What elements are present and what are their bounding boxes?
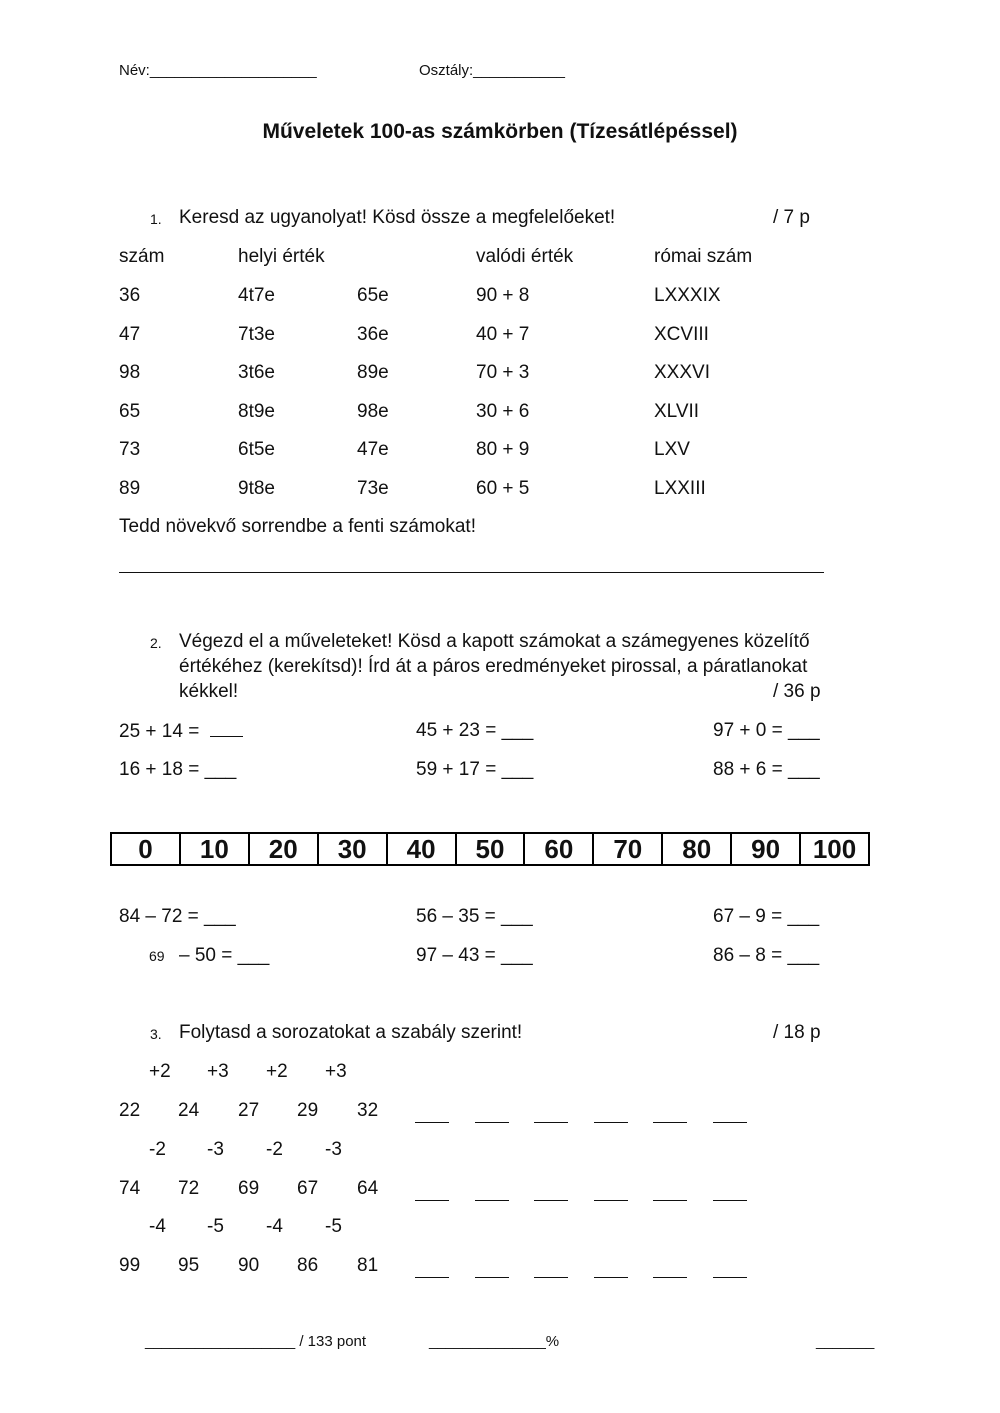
- sequence-blank[interactable]: [713, 1122, 747, 1123]
- sequence-value: 24: [178, 1100, 200, 1121]
- sequence-blank[interactable]: [713, 1200, 747, 1201]
- answer-line[interactable]: [119, 572, 824, 573]
- subtraction-6[interactable]: 86 – 8 = ___: [713, 945, 820, 966]
- sequence-blank[interactable]: [653, 1200, 687, 1201]
- task1-cell-real-value[interactable]: 70 + 3: [476, 362, 530, 383]
- task1-cell-tens-units[interactable]: 89e: [357, 362, 389, 383]
- task1-cell-real-value[interactable]: 90 + 8: [476, 285, 530, 306]
- number-line: [110, 832, 870, 866]
- number-line-cell[interactable]: 10: [179, 834, 248, 864]
- addition-1-blank[interactable]: [210, 720, 243, 737]
- sequence-value: 69: [238, 1177, 260, 1199]
- sequence-blank[interactable]: [713, 1277, 747, 1278]
- sequence-rule: -5: [325, 1216, 342, 1237]
- col-header-roman: római szám: [654, 246, 753, 267]
- task3-points: / 18 p: [773, 1022, 821, 1043]
- number-line-cell[interactable]: 100: [799, 834, 868, 864]
- task2-number: 2.: [150, 635, 162, 651]
- order-prompt: Tedd növekvő sorrendbe a fenti számokat!: [119, 516, 476, 537]
- addition-4[interactable]: 16 + 18 = ___: [119, 759, 237, 780]
- task2-instruction-line1: Végezd el a műveleteket! Kösd a kapott számokat a számegyenes közelítő: [179, 631, 810, 652]
- task1-cell-roman[interactable]: LXXIII: [654, 477, 706, 499]
- task1-cell-tens-units[interactable]: 73e: [357, 477, 389, 499]
- task1-number: 1.: [150, 211, 162, 227]
- sequence-blank[interactable]: [653, 1122, 687, 1123]
- sequence-value: 90: [238, 1255, 260, 1276]
- task2-instruction-line3: kékkel!: [179, 681, 239, 702]
- task1-cell-number[interactable]: 65: [119, 400, 141, 422]
- number-line-cell[interactable]: 50: [455, 834, 524, 864]
- sequence-value: 81: [357, 1255, 379, 1276]
- task1-cell-place-value[interactable]: 3t6e: [238, 362, 275, 383]
- task2-points: / 36 p: [773, 681, 821, 702]
- col-header-real-value: valódi érték: [476, 246, 574, 267]
- name-field[interactable]: Név:____________________: [119, 62, 317, 79]
- task1-cell-tens-units[interactable]: 98e: [357, 400, 389, 422]
- sequence-blank[interactable]: [475, 1277, 509, 1278]
- sequence-blank[interactable]: [415, 1277, 449, 1278]
- subtraction-1[interactable]: 84 – 72 = ___: [119, 906, 236, 927]
- sequence-rule: -2: [266, 1138, 283, 1160]
- sequence-value: 72: [178, 1177, 200, 1199]
- sequence-blank[interactable]: [594, 1200, 628, 1201]
- task1-cell-real-value[interactable]: 60 + 5: [476, 477, 530, 499]
- sequence-rule: +2: [149, 1061, 171, 1082]
- sequence-blank[interactable]: [475, 1122, 509, 1123]
- task1-cell-roman[interactable]: XCVIII: [654, 323, 709, 345]
- addition-1-expr: 25 + 14 =: [119, 721, 200, 742]
- sequence-rule: -4: [266, 1216, 283, 1237]
- sequence-rule: -4: [149, 1216, 166, 1237]
- sequence-blank[interactable]: [534, 1277, 568, 1278]
- subtraction-3[interactable]: 67 – 9 = ___: [713, 906, 820, 927]
- addition-2[interactable]: 45 + 23 = ___: [416, 720, 534, 741]
- addition-3[interactable]: 97 + 0 = ___: [713, 720, 820, 741]
- task1-cell-tens-units[interactable]: 47e: [357, 439, 389, 460]
- number-line-cell[interactable]: 20: [248, 834, 317, 864]
- task1-cell-number[interactable]: 36: [119, 285, 141, 306]
- col-header-number: szám: [119, 246, 165, 267]
- sequence-blank[interactable]: [415, 1122, 449, 1123]
- task3-instruction: Folytasd a sorozatokat a szabály szerint!: [179, 1022, 523, 1043]
- number-line-cell[interactable]: 60: [523, 834, 592, 864]
- sequence-blank[interactable]: [534, 1122, 568, 1123]
- number-line-cell[interactable]: 0: [138, 834, 153, 864]
- sequence-blank[interactable]: [594, 1122, 628, 1123]
- task1-instruction: Keresd az ugyanolyat! Kösd össze a megfelelőeket!: [179, 207, 616, 228]
- task1-cell-place-value[interactable]: 7t3e: [238, 323, 275, 345]
- task1-cell-roman[interactable]: LXXXIX: [654, 285, 721, 306]
- addition-6[interactable]: 88 + 6 = ___: [713, 759, 820, 780]
- sequence-rule: +2: [266, 1061, 288, 1082]
- task1-cell-tens-units[interactable]: 65e: [357, 285, 389, 306]
- sequence-blank[interactable]: [475, 1200, 509, 1201]
- sequence-rule: +3: [207, 1061, 229, 1082]
- sequence-value: 29: [297, 1100, 319, 1121]
- task1-cell-real-value[interactable]: 80 + 9: [476, 439, 530, 460]
- sequence-value: 27: [238, 1100, 260, 1121]
- sequence-blank[interactable]: [594, 1277, 628, 1278]
- sequence-rule: -3: [207, 1138, 224, 1160]
- sequence-value: 32: [357, 1100, 379, 1121]
- task1-cell-number[interactable]: 47: [119, 323, 141, 345]
- sequence-value: 86: [297, 1255, 319, 1276]
- sequence-rule: -5: [207, 1216, 224, 1237]
- task1-cell-number[interactable]: 98: [119, 362, 141, 383]
- page-title: Műveletek 100-as számkörben (Tízesátlépéssel): [262, 120, 738, 143]
- task1-cell-place-value[interactable]: 4t7e: [238, 285, 275, 306]
- sequence-value: 74: [119, 1177, 141, 1199]
- number-line-cell[interactable]: 30: [317, 834, 386, 864]
- sequence-value: 67: [297, 1177, 319, 1199]
- grade-field[interactable]: _______: [816, 1333, 875, 1350]
- subtraction-5[interactable]: 97 – 43 = ___: [416, 945, 533, 966]
- sequence-value: 95: [178, 1255, 200, 1276]
- number-line-cell[interactable]: 40: [386, 834, 455, 864]
- score-field[interactable]: __________________ / 133 pont: [145, 1333, 367, 1350]
- task1-points: / 7 p: [773, 207, 810, 228]
- sequence-blank[interactable]: [415, 1200, 449, 1201]
- sequence-value: 22: [119, 1100, 141, 1121]
- sequence-rule: -3: [325, 1138, 342, 1160]
- task1-cell-tens-units[interactable]: 36e: [357, 323, 389, 345]
- task1-cell-roman[interactable]: LXV: [654, 439, 690, 460]
- number-line-cell[interactable]: 90: [730, 834, 799, 864]
- subtraction-4-number: 69: [149, 948, 165, 964]
- sequence-blank[interactable]: [534, 1200, 568, 1201]
- task1-cell-roman[interactable]: XLVII: [654, 400, 700, 422]
- task1-cell-place-value[interactable]: 8t9e: [238, 400, 275, 422]
- sequence-blank[interactable]: [653, 1277, 687, 1278]
- task1-cell-number[interactable]: 73: [119, 439, 141, 460]
- sequence-value: 64: [357, 1177, 379, 1199]
- sequence-rule: +3: [325, 1061, 347, 1082]
- sequence-rule: -2: [149, 1138, 166, 1160]
- task1-cell-place-value[interactable]: 9t8e: [238, 477, 275, 499]
- col-header-place-value: helyi érték: [238, 246, 325, 267]
- sequence-value: 99: [119, 1255, 141, 1276]
- task1-cell-real-value[interactable]: 30 + 6: [476, 400, 530, 422]
- class-field[interactable]: Osztály:___________: [419, 62, 565, 79]
- task1-cell-number[interactable]: 89: [119, 477, 141, 499]
- subtraction-2[interactable]: 56 – 35 = ___: [416, 906, 533, 927]
- subtraction-4[interactable]: – 50 = ___: [179, 945, 270, 966]
- task1-cell-real-value[interactable]: 40 + 7: [476, 323, 530, 345]
- task1-cell-place-value[interactable]: 6t5e: [238, 439, 275, 460]
- number-line-cell[interactable]: 80: [661, 834, 730, 864]
- addition-5[interactable]: 59 + 17 = ___: [416, 759, 534, 780]
- task1-cell-roman[interactable]: XXXVI: [654, 362, 710, 383]
- task2-instruction-line2: értékéhez (kerekítsd)! Írd át a páros eredményeket pirossal, a páratlanokat: [179, 656, 808, 677]
- task3-number: 3.: [150, 1026, 162, 1042]
- percent-field[interactable]: ______________%: [429, 1333, 560, 1350]
- addition-1[interactable]: [119, 720, 243, 743]
- number-line-cell[interactable]: 70: [592, 834, 661, 864]
